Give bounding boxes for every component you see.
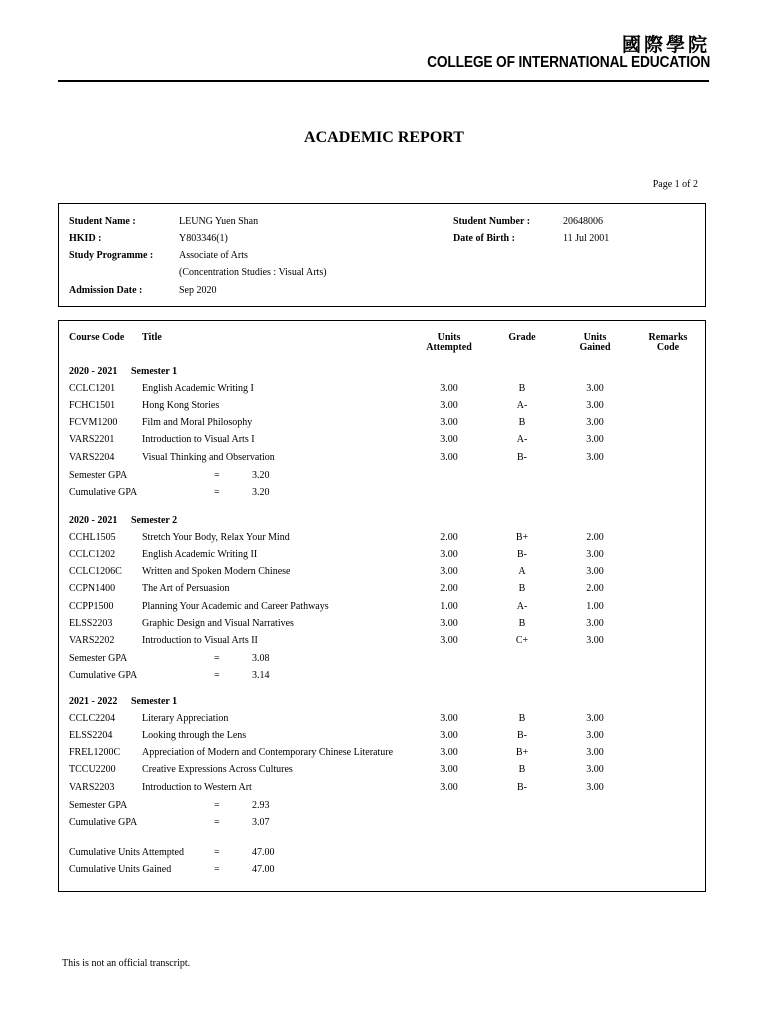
course-units-attempted: 3.00 bbox=[440, 451, 458, 463]
course-title: Looking through the Lens bbox=[142, 730, 247, 742]
course-units-attempted: 2.00 bbox=[440, 583, 458, 595]
course-code: VARS2204 bbox=[69, 451, 115, 463]
col-header-code: Course Code bbox=[69, 332, 125, 343]
course-title: Written and Spoken Modern Chinese bbox=[142, 566, 291, 578]
course-title: Graphic Design and Visual Narratives bbox=[142, 617, 294, 629]
equals-sign: = bbox=[214, 799, 220, 811]
cumulative-gpa-label: Cumulative GPA bbox=[69, 486, 138, 498]
course-grade: A bbox=[518, 566, 526, 578]
course-title: Introduction to Visual Arts II bbox=[142, 634, 258, 646]
course-title: Appreciation of Modern and Contemporary Chinese Literature bbox=[142, 747, 394, 759]
course-title: Literary Appreciation bbox=[142, 713, 229, 725]
admission-value: Sep 2020 bbox=[179, 285, 217, 296]
semester-name: Semester 1 bbox=[131, 696, 178, 707]
course-grade: A- bbox=[516, 434, 528, 446]
col-header-title: Title bbox=[142, 332, 162, 343]
report-title: ACADEMIC REPORT bbox=[304, 129, 464, 146]
course-grade: B bbox=[518, 713, 526, 725]
course-code: FREL1200C bbox=[69, 747, 121, 759]
course-code: ELSS2203 bbox=[69, 617, 113, 629]
course-title: Hong Kong Stories bbox=[142, 400, 220, 412]
course-units-attempted: 3.00 bbox=[440, 566, 458, 578]
col-header-attempted-1: Units bbox=[437, 332, 461, 343]
course-units-gained: 3.00 bbox=[586, 400, 604, 412]
course-units-gained: 3.00 bbox=[586, 451, 604, 463]
footer-note: This is not an official transcript. bbox=[62, 958, 191, 969]
course-code: CCLC2204 bbox=[69, 713, 116, 725]
semester-gpa-label: Semester GPA bbox=[69, 652, 128, 664]
cumulative-units-attempted-value: 47.00 bbox=[252, 847, 275, 858]
course-grade: B+ bbox=[515, 747, 529, 759]
course-code: TCCU2200 bbox=[69, 764, 116, 776]
col-header-grade: Grade bbox=[508, 332, 536, 343]
course-title: Planning Your Academic and Career Pathways bbox=[142, 600, 329, 612]
course-grade: A- bbox=[516, 400, 528, 412]
course-units-gained: 3.00 bbox=[586, 383, 604, 395]
equals-sign: = bbox=[214, 847, 220, 858]
semester-year: 2021 - 2022 bbox=[69, 696, 118, 707]
course-title: Introduction to Western Art bbox=[142, 781, 252, 793]
hkid-value: Y803346(1) bbox=[179, 233, 228, 244]
programme-value: Associate of Arts bbox=[179, 250, 248, 261]
course-units-gained: 3.00 bbox=[586, 417, 604, 429]
equals-sign: = bbox=[214, 469, 220, 481]
col-header-attempted-2: Attempted bbox=[426, 342, 472, 353]
course-units-attempted: 3.00 bbox=[440, 730, 458, 742]
admission-label: Admission Date : bbox=[69, 285, 143, 296]
course-units-gained: 2.00 bbox=[586, 532, 604, 544]
page-number: Page 1 of 2 bbox=[652, 179, 698, 190]
cumulative-units-attempted-label: Cumulative Units Attempted bbox=[69, 847, 184, 858]
course-code: VARS2203 bbox=[69, 781, 115, 793]
cumulative-gpa-value: 3.07 bbox=[252, 816, 270, 828]
course-units-gained: 3.00 bbox=[586, 713, 604, 725]
course-units-attempted: 3.00 bbox=[440, 383, 458, 395]
course-title: English Academic Writing I bbox=[142, 383, 254, 395]
student-name-label: Student Name : bbox=[69, 216, 136, 227]
course-units-gained: 3.00 bbox=[586, 566, 604, 578]
cumulative-gpa-value: 3.20 bbox=[252, 486, 270, 498]
semester-gpa-label: Semester GPA bbox=[69, 469, 128, 481]
course-grade: B- bbox=[517, 730, 527, 742]
col-header-gained-1: Units bbox=[583, 332, 607, 343]
course-title: English Academic Writing II bbox=[142, 549, 258, 561]
course-units-gained: 3.00 bbox=[586, 434, 604, 446]
semester-year: 2020 - 2021 bbox=[69, 366, 118, 377]
course-units-attempted: 3.00 bbox=[440, 747, 458, 759]
college-chinese-name: 國際學院 bbox=[621, 34, 710, 56]
college-english-name: COLLEGE OF INTERNATIONAL EDUCATION bbox=[426, 54, 710, 71]
semester-gpa-value: 2.93 bbox=[252, 799, 270, 811]
course-grade: B- bbox=[517, 451, 527, 463]
course-code: CCPN1400 bbox=[69, 583, 116, 595]
course-units-attempted: 3.00 bbox=[440, 417, 458, 429]
student-info-box bbox=[58, 203, 706, 307]
course-code: FCHC1501 bbox=[69, 400, 116, 412]
course-units-attempted: 3.00 bbox=[440, 764, 458, 776]
course-units-gained: 3.00 bbox=[586, 549, 604, 561]
equals-sign: = bbox=[214, 864, 220, 875]
course-grade: B bbox=[518, 617, 526, 629]
course-title: The Art of Persuasion bbox=[142, 583, 230, 595]
course-units-gained: 3.00 bbox=[586, 634, 604, 646]
semester-name: Semester 1 bbox=[131, 366, 178, 377]
course-units-attempted: 3.00 bbox=[440, 713, 458, 725]
course-code: CCPP1500 bbox=[69, 600, 114, 612]
course-code: FCVM1200 bbox=[69, 417, 118, 429]
course-grade: C+ bbox=[515, 634, 529, 646]
course-grade: B+ bbox=[515, 532, 529, 544]
course-units-gained: 3.00 bbox=[586, 764, 604, 776]
course-title: Visual Thinking and Observation bbox=[142, 451, 275, 463]
course-grade: B bbox=[518, 764, 526, 776]
course-units-attempted: 2.00 bbox=[440, 532, 458, 544]
course-grade: B- bbox=[517, 781, 527, 793]
cumulative-units-gained-label: Cumulative Units Gained bbox=[69, 864, 172, 875]
semester-gpa-value: 3.20 bbox=[252, 469, 270, 481]
programme-label: Study Programme : bbox=[69, 250, 154, 261]
course-units-gained: 3.00 bbox=[586, 747, 604, 759]
course-units-attempted: 3.00 bbox=[440, 549, 458, 561]
course-grade: A- bbox=[516, 600, 528, 612]
hkid-label: HKID : bbox=[69, 233, 102, 244]
col-header-gained-2: Gained bbox=[579, 342, 611, 353]
semester-year: 2020 - 2021 bbox=[69, 515, 118, 526]
course-units-attempted: 3.00 bbox=[440, 400, 458, 412]
col-header-remarks-1: Remarks bbox=[648, 332, 688, 343]
equals-sign: = bbox=[214, 669, 220, 681]
dob-label: Date of Birth : bbox=[453, 233, 515, 244]
course-title: Introduction to Visual Arts I bbox=[142, 434, 255, 446]
course-grade: B- bbox=[517, 549, 527, 561]
course-units-attempted: 3.00 bbox=[440, 634, 458, 646]
semester-gpa-value: 3.08 bbox=[252, 652, 270, 664]
equals-sign: = bbox=[214, 486, 220, 498]
cumulative-gpa-value: 3.14 bbox=[252, 669, 270, 681]
student-name-value: LEUNG Yuen Shan bbox=[179, 216, 259, 227]
course-units-attempted: 3.00 bbox=[440, 434, 458, 446]
course-units-gained: 1.00 bbox=[586, 600, 604, 612]
student-number-value: 20648006 bbox=[563, 216, 603, 227]
course-code: ELSS2204 bbox=[69, 730, 113, 742]
course-units-gained: 3.00 bbox=[586, 730, 604, 742]
course-title: Stretch Your Body, Relax Your Mind bbox=[142, 532, 290, 544]
course-code: CCLC1202 bbox=[69, 549, 116, 561]
header-rule bbox=[58, 80, 709, 82]
course-code: VARS2201 bbox=[69, 434, 115, 446]
course-grade: B bbox=[518, 383, 526, 395]
cumulative-gpa-label: Cumulative GPA bbox=[69, 669, 138, 681]
course-title: Creative Expressions Across Cultures bbox=[142, 764, 293, 776]
equals-sign: = bbox=[214, 652, 220, 664]
course-units-gained: 3.00 bbox=[586, 617, 604, 629]
equals-sign: = bbox=[214, 816, 220, 828]
course-code: CCLC1206C bbox=[69, 566, 122, 578]
col-header-remarks-2: Code bbox=[656, 342, 680, 353]
course-units-attempted: 1.00 bbox=[440, 600, 458, 612]
course-code: CCLC1201 bbox=[69, 383, 116, 395]
semester-gpa-label: Semester GPA bbox=[69, 799, 128, 811]
cumulative-units-gained-value: 47.00 bbox=[252, 864, 275, 875]
course-grade: B bbox=[518, 583, 526, 595]
course-code: VARS2202 bbox=[69, 634, 115, 646]
course-units-gained: 3.00 bbox=[586, 781, 604, 793]
dob-value: 11 Jul 2001 bbox=[563, 233, 610, 244]
course-units-attempted: 3.00 bbox=[440, 781, 458, 793]
concentration-value: (Concentration Studies : Visual Arts) bbox=[179, 267, 327, 278]
course-code: CCHL1505 bbox=[69, 532, 116, 544]
semester-name: Semester 2 bbox=[131, 515, 178, 526]
student-number-label: Student Number : bbox=[453, 216, 531, 227]
course-grade: B bbox=[518, 417, 526, 429]
course-title: Film and Moral Philosophy bbox=[142, 417, 253, 429]
course-units-attempted: 3.00 bbox=[440, 617, 458, 629]
course-units-gained: 2.00 bbox=[586, 583, 604, 595]
cumulative-gpa-label: Cumulative GPA bbox=[69, 816, 138, 828]
